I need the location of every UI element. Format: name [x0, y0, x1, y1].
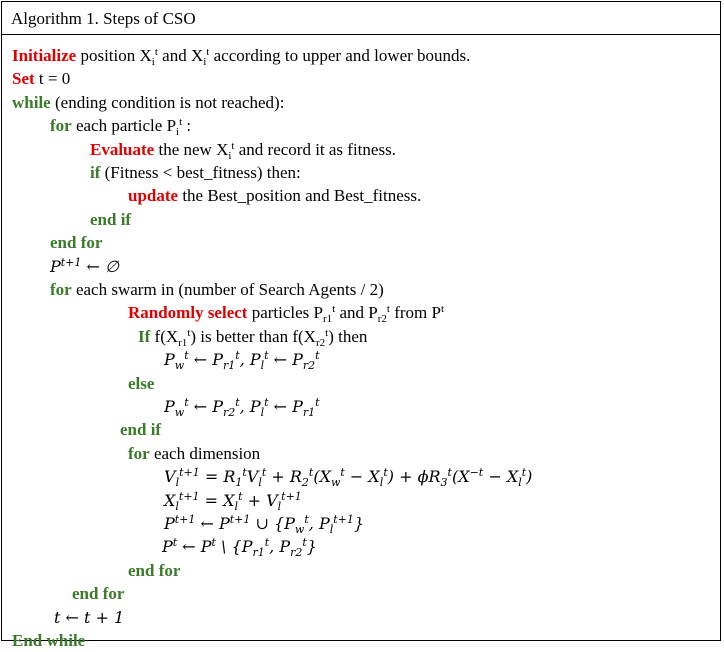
algorithm-caption: Algorithm 1. Steps of CSO: [2, 2, 720, 35]
algorithm-line: [12, 67, 70, 90]
algorithm-line: [50, 278, 384, 301]
keyword: end for: [72, 584, 125, 604]
algorithm-line: [138, 325, 367, 348]
line-text: t = 0: [34, 69, 71, 89]
line-text: $P_w^t$ ← $P_{r2}^t$, $P_l^t$ ← $P_{r1}^t$: [164, 396, 320, 419]
algorithm-line: [120, 418, 161, 441]
algorithm-line: [162, 535, 317, 558]
algorithm-line: [12, 44, 470, 67]
line-text: the Best_position and Best_fitness.: [178, 186, 422, 206]
line-text: each particle $P_i^t$ :: [71, 116, 192, 139]
algorithm-line: [164, 348, 320, 371]
keyword: if: [90, 163, 101, 182]
algorithm-line: [128, 184, 421, 207]
keyword: for: [128, 443, 150, 463]
line-text: (ending condition is not reached):: [50, 92, 285, 112]
algorithm-line: [164, 465, 532, 488]
keyword: end if: [120, 420, 162, 440]
keyword: End while: [12, 631, 86, 650]
algorithm-line: [90, 161, 301, 184]
keyword: while: [12, 92, 51, 112]
keyword: Evaluate: [90, 139, 155, 159]
algorithm-line: [54, 606, 124, 629]
algorithm-line: [12, 91, 284, 114]
keyword: end if: [90, 209, 132, 229]
line-text: each dimension: [149, 443, 261, 463]
keyword: update: [128, 186, 179, 206]
line-text: the new $X_i^t$ and record it as fitness.: [154, 139, 396, 162]
keyword: else: [128, 373, 155, 393]
keyword: If: [138, 326, 151, 346]
line-text: (Fitness < best_fitness) then:: [100, 163, 301, 182]
algorithm-line: [12, 629, 85, 652]
keyword: for: [50, 280, 72, 299]
line-text: $P^{t+1}$ ← $P^{t+1}$ ∪ {$P_w^t$, $P_l^{t+1}$}: [164, 513, 365, 536]
algorithm-line: [72, 582, 124, 605]
line-text: $P^t$ ← $P^t$ \ {$P_{r1}^t$, $P_{r2}^t$}: [162, 536, 317, 560]
algorithm-line: [128, 301, 444, 324]
line-text: each swarm in (number of Search Agents / 2): [71, 280, 384, 299]
line-text: $P_w^t$ ← $P_{r1}^t$, $P_l^t$ ← $P_{r2}^t$: [164, 349, 320, 373]
algorithm-line: [50, 231, 102, 254]
keyword: Set: [12, 69, 35, 89]
keyword: for: [50, 116, 72, 136]
algorithm-frame: [1, 1, 721, 650]
line-text: $f(X_{r1}^t)$ is better than $f(X_{r2}^t)$ then: [150, 326, 368, 349]
keyword: end for: [50, 233, 103, 253]
line-text: $V_l^{t+1} = R_1^tV_l^t + R_2^t(X_w^t - X_l^t) + \phi R_3^t(X^{-t} - X_l^t)$: [164, 466, 533, 490]
line-text: $P^{t+1}$ ← ∅: [50, 255, 119, 276]
line-text: $X_l^{t+1} = X_l^t + V_l^{t+1}$: [164, 489, 302, 513]
algorithm-line: [164, 489, 302, 512]
algorithm-line: [50, 114, 191, 137]
line-text: particles $P_{r1}^t$ and $P_{r2}^t$ from $P^t$: [247, 303, 445, 326]
algorithm-line: [90, 138, 396, 161]
line-text: t ← t + 1: [54, 607, 125, 627]
keyword: Initialize: [12, 46, 77, 65]
keyword: Randomly select: [128, 303, 248, 323]
algorithm-line: [128, 559, 180, 582]
algorithm-line: [164, 512, 364, 535]
algorithm-line: [128, 442, 260, 465]
line-text: position $X_i^t$ and $X_i^t$ according to upper and lower bounds.: [76, 46, 471, 68]
algorithm-line: [90, 208, 131, 231]
keyword: end for: [128, 560, 181, 580]
algorithm-line: [128, 372, 154, 395]
algorithm-line: [164, 395, 320, 418]
algorithm-line: [50, 255, 119, 278]
